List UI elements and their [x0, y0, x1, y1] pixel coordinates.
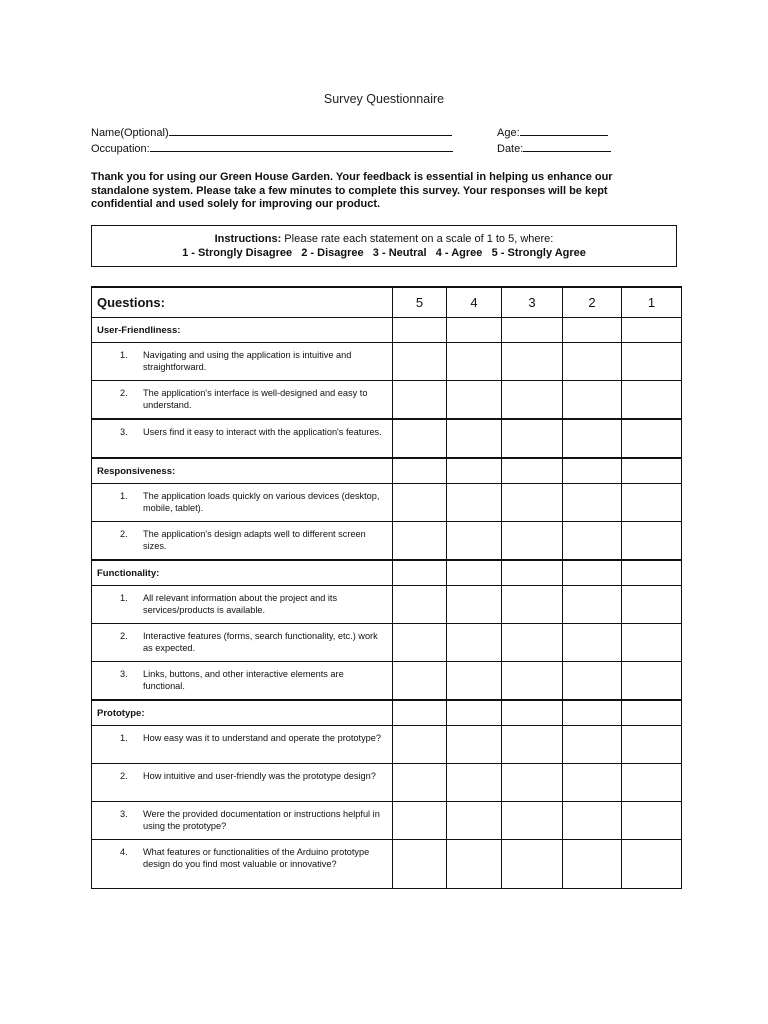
section-blank-cell [447, 318, 502, 343]
occupation-line[interactable] [150, 141, 453, 152]
question-text: All relevant information about the project and its services/products is available. [143, 593, 338, 615]
rating-scale-legend: 1 - Strongly Disagree 2 - Disagree 3 - Neutral 4 - Agree 5 - Strongly Agree [182, 247, 586, 259]
rating-cell-2[interactable] [563, 484, 622, 522]
rating-cell-3[interactable] [502, 381, 563, 420]
rating-cell-3[interactable] [502, 764, 563, 802]
rating-cell-2[interactable] [563, 662, 622, 701]
question-text: What features or functionalities of the Arduino prototype design do you find most valuable or innovative? [143, 847, 370, 869]
section-blank-cell [622, 458, 682, 484]
rating-cell-5[interactable] [393, 522, 447, 561]
rating-cell-3[interactable] [502, 522, 563, 561]
question-number: 1. [120, 593, 128, 603]
section-blank-cell [622, 318, 682, 343]
section-blank-cell [563, 700, 622, 726]
rating-cell-2[interactable] [563, 840, 622, 889]
age-label: Age: [497, 127, 520, 139]
question-number: 3. [120, 669, 128, 679]
question-row [92, 662, 682, 701]
section-row [92, 560, 682, 586]
rating-cell-1[interactable] [622, 624, 682, 662]
section-blank-cell [393, 458, 447, 484]
scale-header-1: 1 [622, 287, 682, 318]
rating-cell-2[interactable] [563, 522, 622, 561]
rating-cell-3[interactable] [502, 484, 563, 522]
section-blank-cell [563, 318, 622, 343]
occupation-field[interactable] [91, 141, 453, 155]
question-number: 4. [120, 847, 128, 857]
rating-cell-3[interactable] [502, 840, 563, 889]
question-text: The application's design adapts well to different screen sizes. [143, 529, 366, 551]
question-cell [92, 764, 393, 802]
question-text: The application loads quickly on various devices (desktop, mobile, tablet). [143, 491, 380, 513]
question-row [92, 484, 682, 522]
rating-cell-5[interactable] [393, 586, 447, 624]
rating-cell-3[interactable] [502, 624, 563, 662]
question-cell [92, 343, 393, 381]
rating-cell-5[interactable] [393, 802, 447, 840]
question-row [92, 586, 682, 624]
section-blank-cell [447, 560, 502, 586]
rating-cell-4[interactable] [447, 586, 502, 624]
section-title: Responsiveness: [92, 458, 393, 484]
rating-cell-1[interactable] [622, 343, 682, 381]
scale-header-5: 5 [393, 287, 447, 318]
instructions-text: Please rate each statement on a scale of 1 to 5, where: [281, 233, 554, 245]
rating-cell-1[interactable] [622, 419, 682, 458]
question-text: How intuitive and user-friendly was the prototype design? [143, 771, 376, 781]
section-blank-cell [393, 318, 447, 343]
rating-cell-2[interactable] [563, 586, 622, 624]
rating-cell-4[interactable] [447, 802, 502, 840]
question-text: Interactive features (forms, search functionality, etc.) work as expected. [143, 631, 378, 653]
question-number: 2. [120, 529, 128, 539]
question-text: Links, buttons, and other interactive elements are functional. [143, 669, 344, 691]
section-blank-cell [622, 560, 682, 586]
question-row [92, 840, 682, 889]
rating-cell-2[interactable] [563, 726, 622, 764]
rating-cell-4[interactable] [447, 726, 502, 764]
section-blank-cell [447, 458, 502, 484]
question-number: 1. [120, 350, 128, 360]
instructions-box [91, 225, 677, 267]
rating-cell-2[interactable] [563, 381, 622, 420]
rating-cell-1[interactable] [622, 662, 682, 701]
question-cell [92, 419, 393, 458]
scale-header-4: 4 [447, 287, 502, 318]
rating-cell-5[interactable] [393, 381, 447, 420]
question-cell [92, 840, 393, 889]
rating-cell-2[interactable] [563, 343, 622, 381]
date-field[interactable] [497, 141, 611, 155]
question-text: Users find it easy to interact with the application's features. [143, 427, 382, 437]
section-blank-cell [563, 458, 622, 484]
rating-cell-1[interactable] [622, 764, 682, 802]
section-blank-cell [393, 560, 447, 586]
age-field[interactable] [497, 125, 608, 139]
rating-cell-4[interactable] [447, 343, 502, 381]
survey-table [91, 286, 682, 889]
rating-cell-2[interactable] [563, 624, 622, 662]
question-row [92, 726, 682, 764]
section-title: Functionality: [92, 560, 393, 586]
section-blank-cell [393, 700, 447, 726]
name-field[interactable] [91, 125, 452, 139]
question-number: 2. [120, 631, 128, 641]
section-blank-cell [447, 700, 502, 726]
rating-cell-1[interactable] [622, 381, 682, 420]
rating-cell-5[interactable] [393, 840, 447, 889]
section-blank-cell [622, 700, 682, 726]
rating-cell-4[interactable] [447, 419, 502, 458]
rating-cell-2[interactable] [563, 419, 622, 458]
occupation-label: Occupation: [91, 143, 150, 155]
rating-cell-3[interactable] [502, 586, 563, 624]
date-line[interactable] [523, 141, 611, 152]
question-text: How easy was it to understand and operate the prototype? [143, 733, 382, 743]
age-line[interactable] [520, 125, 608, 136]
rating-cell-4[interactable] [447, 662, 502, 701]
question-cell [92, 381, 393, 420]
question-row [92, 419, 682, 458]
rating-cell-5[interactable] [393, 624, 447, 662]
section-blank-cell [502, 700, 563, 726]
question-cell [92, 662, 393, 701]
section-row [92, 318, 682, 343]
rating-cell-5[interactable] [393, 662, 447, 701]
rating-cell-3[interactable] [502, 419, 563, 458]
scale-header-2: 2 [563, 287, 622, 318]
name-label: Name(Optional) [91, 127, 169, 139]
question-row [92, 381, 682, 420]
table-header-row [92, 287, 682, 318]
question-row [92, 802, 682, 840]
rating-cell-3[interactable] [502, 343, 563, 381]
rating-cell-1[interactable] [622, 840, 682, 889]
question-row [92, 764, 682, 802]
section-blank-cell [502, 318, 563, 343]
section-row [92, 458, 682, 484]
rating-cell-5[interactable] [393, 764, 447, 802]
question-cell [92, 802, 393, 840]
rating-cell-5[interactable] [393, 343, 447, 381]
question-number: 3. [120, 427, 128, 437]
question-text: Were the provided documentation or instructions helpful in using the prototype? [143, 809, 380, 831]
questions-header: Questions: [92, 287, 393, 318]
rating-cell-5[interactable] [393, 419, 447, 458]
scale-header-3: 3 [502, 287, 563, 318]
section-title: User-Friendliness: [92, 318, 393, 343]
question-number: 3. [120, 809, 128, 819]
question-cell [92, 586, 393, 624]
rating-cell-2[interactable] [563, 802, 622, 840]
rating-cell-3[interactable] [502, 726, 563, 764]
question-number: 2. [120, 771, 128, 781]
rating-cell-2[interactable] [563, 764, 622, 802]
rating-cell-5[interactable] [393, 726, 447, 764]
question-cell [92, 522, 393, 561]
rating-cell-4[interactable] [447, 840, 502, 889]
rating-cell-1[interactable] [622, 802, 682, 840]
rating-cell-4[interactable] [447, 484, 502, 522]
page-title: Survey Questionnaire [323, 92, 445, 106]
rating-cell-4[interactable] [447, 522, 502, 561]
question-text: The application's interface is well-designed and easy to understand. [143, 388, 368, 410]
question-text: Navigating and using the application is intuitive and straightforward. [143, 350, 352, 372]
rating-cell-1[interactable] [622, 484, 682, 522]
name-line[interactable] [169, 125, 452, 136]
section-blank-cell [502, 458, 563, 484]
question-number: 1. [120, 733, 128, 743]
question-cell [92, 484, 393, 522]
date-label: Date: [497, 143, 524, 155]
question-row [92, 343, 682, 381]
section-row [92, 700, 682, 726]
rating-cell-4[interactable] [447, 381, 502, 420]
rating-cell-4[interactable] [447, 764, 502, 802]
question-cell [92, 624, 393, 662]
rating-cell-4[interactable] [447, 624, 502, 662]
rating-cell-3[interactable] [502, 802, 563, 840]
question-cell [92, 726, 393, 764]
question-row [92, 522, 682, 561]
question-number: 1. [120, 491, 128, 501]
instructions-label: Instructions: [214, 233, 282, 245]
intro-text: Thank you for using our Green House Garden. Your feedback is essential in helping us enhance our standalone system. Please take a few minutes to complete this survey. Your responses will be kept confidential and used solely for improving our product. [91, 171, 613, 211]
question-row [92, 624, 682, 662]
rating-cell-3[interactable] [502, 662, 563, 701]
section-blank-cell [563, 560, 622, 586]
rating-cell-1[interactable] [622, 586, 682, 624]
question-number: 2. [120, 388, 128, 398]
rating-cell-5[interactable] [393, 484, 447, 522]
rating-cell-1[interactable] [622, 522, 682, 561]
rating-cell-1[interactable] [622, 726, 682, 764]
section-title: Prototype: [92, 700, 393, 726]
section-blank-cell [502, 560, 563, 586]
